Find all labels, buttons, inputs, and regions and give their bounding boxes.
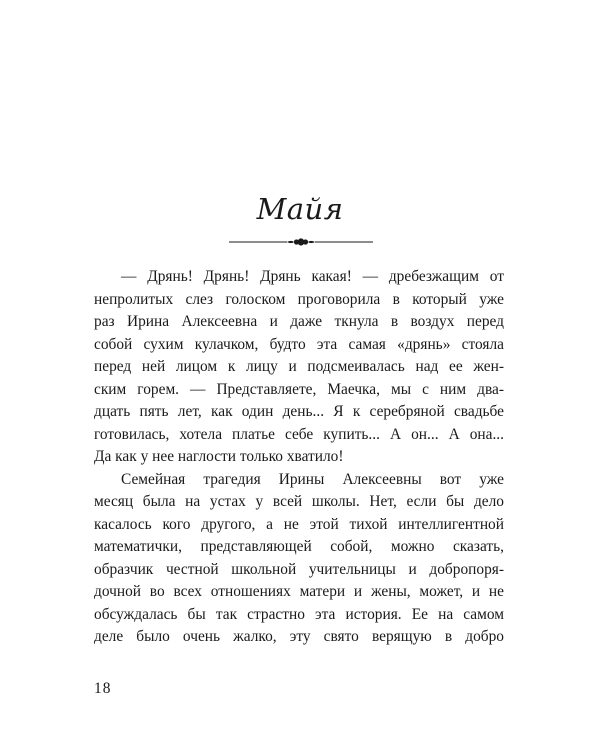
text-line: математички, представляющей собой, можно сказать,	[94, 538, 504, 555]
divider-flourish-icon	[229, 235, 373, 249]
text-line: образчик честной школьной учительницы и добропоря-	[94, 560, 504, 578]
paragraph-1	[94, 266, 504, 469]
text-line: раз Ирина Алексеевна и даже ткнула в воздух перед	[94, 313, 504, 330]
text-line: Да как у нее наглости только хватило!	[94, 448, 344, 465]
text-line: — Дрянь! Дрянь! Дрянь какая! — дребезжащим от	[121, 268, 504, 285]
text-line: дцать пять лет, как один день... Я к серебряной свадьбе	[94, 403, 504, 420]
text-line: дочной во всех отношениях матери и жены, может, и не	[94, 583, 504, 600]
text-line: собой сухим кулачком, будто эта самая «дрянь» стояла	[94, 335, 504, 353]
text-line: касалось кого другого, а не этой тихой интеллигентной	[94, 515, 504, 533]
chapter-title: Майя	[256, 192, 344, 226]
paragraph-2	[94, 469, 504, 649]
body-text	[94, 266, 504, 649]
text-line: месяц была на устах у всей школы. Нет, если бы дело	[94, 493, 504, 510]
text-line: ским горем. — Представляете, Маечка, мы с ним два-	[94, 380, 504, 398]
text-line: обсуждалась бы так страстно эта история. Ее на самом	[94, 605, 504, 623]
text-line: готовилась, хотела платье себе купить... А он... А она...	[94, 425, 504, 443]
text-line: непролитых слез голоском проговорила в который уже	[94, 290, 504, 308]
text-line: деле было очень жалко, эту свято верящую в добро	[94, 628, 504, 645]
page-number: 18	[94, 680, 112, 697]
text-line: перед ней лицом к лицу и подсмеивалась над ее жен-	[94, 358, 504, 375]
text-line: Семейная трагедия Ирины Алексеевны вот уже	[121, 470, 504, 488]
